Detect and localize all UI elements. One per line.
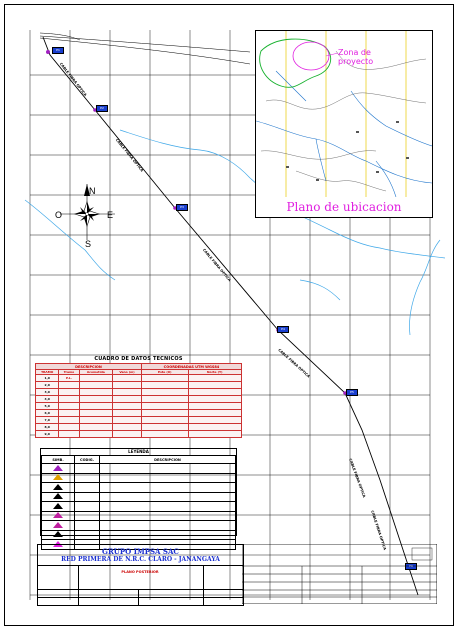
legend-description <box>100 511 236 521</box>
table-cell <box>113 382 142 389</box>
tb-divider <box>38 565 243 566</box>
tb-divider <box>38 589 243 590</box>
legend-row <box>42 502 236 512</box>
cable-label: CABLE FIBRA OPTICA <box>201 248 232 283</box>
table-cell: 7,0 <box>36 417 59 424</box>
table-cell <box>188 389 241 396</box>
legend-symbol-icon <box>42 483 75 493</box>
table-cell <box>188 375 241 382</box>
table-cell <box>113 410 142 417</box>
legend-code <box>75 521 100 531</box>
compass-s: S <box>85 239 92 249</box>
table-cell <box>188 417 241 424</box>
table-cell <box>59 431 79 438</box>
river-5 <box>300 280 340 300</box>
legend-description <box>100 502 236 512</box>
tb-divider <box>203 565 204 605</box>
legend-column-header: CODIG. <box>75 456 100 464</box>
table-cell <box>141 431 188 438</box>
table-cell <box>79 431 113 438</box>
data-grid <box>35 363 242 438</box>
table-row <box>36 382 242 389</box>
table-cell <box>79 382 113 389</box>
table-cell: 9,0 <box>36 431 59 438</box>
legend-row <box>42 511 236 521</box>
table-cell <box>79 375 113 382</box>
legend-grid <box>41 455 236 550</box>
legend-symbol-icon <box>42 473 75 483</box>
technical-data-table <box>35 356 242 443</box>
table-cell <box>188 382 241 389</box>
cable-label: CABLE FIBRA OPTICA <box>277 348 311 379</box>
table-cell <box>79 396 113 403</box>
roads <box>40 33 250 64</box>
legend-code <box>75 502 100 512</box>
legend-row <box>42 473 236 483</box>
table-row <box>36 431 242 438</box>
table-row <box>36 410 242 417</box>
table-cell <box>59 417 79 424</box>
tb-divider <box>78 565 79 605</box>
node-tag: P4 <box>277 326 289 333</box>
legend-row <box>42 492 236 502</box>
node-tag: P5 <box>346 389 358 396</box>
legend-description <box>100 483 236 493</box>
tb-divider <box>138 589 139 605</box>
table-cell <box>79 389 113 396</box>
compass-n: N <box>89 186 96 196</box>
legend-symbol-icon <box>42 511 75 521</box>
legend-description <box>100 492 236 502</box>
tb-divider <box>38 597 243 598</box>
table-cell <box>141 417 188 424</box>
table-cell: 5,0 <box>36 403 59 410</box>
node-tag: P2 <box>96 105 108 112</box>
title-block-side <box>242 544 437 604</box>
legend-description <box>100 464 236 474</box>
column-header: Este (X) <box>141 370 188 375</box>
table-cell <box>79 410 113 417</box>
compass-o: O <box>55 210 63 220</box>
table-cell <box>188 410 241 417</box>
table-cell <box>59 396 79 403</box>
table-cell <box>141 403 188 410</box>
table-cell: 3,0 <box>36 389 59 396</box>
cable-label: CABLE FIBRA OPTICA <box>348 458 367 499</box>
column-header: TRAMO <box>36 370 59 375</box>
group-header: COORDENADAS UTM WGS84 <box>141 364 241 370</box>
table-cell <box>113 389 142 396</box>
project-zone-label: Zona de proyecto <box>338 48 374 66</box>
table-cell <box>59 410 79 417</box>
column-header: Acometida <box>79 370 113 375</box>
table-cell <box>59 389 79 396</box>
location-inset <box>255 30 433 218</box>
title-block <box>37 544 244 606</box>
table-cell: 2,0 <box>36 382 59 389</box>
cable-label: CABLE FIBRA OPTICA <box>114 138 144 173</box>
table-row <box>36 389 242 396</box>
table-cell <box>59 403 79 410</box>
table-cell <box>188 403 241 410</box>
table-row <box>36 403 242 410</box>
table-cell <box>113 403 142 410</box>
table-row <box>36 417 242 424</box>
table-cell <box>141 382 188 389</box>
company-name: GRUPO IMPSA SAC <box>102 547 179 556</box>
table-cell: 1,0 <box>36 375 59 382</box>
table-cell <box>59 382 79 389</box>
legend-description <box>100 473 236 483</box>
table-cell <box>59 424 79 431</box>
table-cell: P.L. <box>59 375 79 382</box>
inset-title: Plano de ubicacion <box>286 200 402 214</box>
table-cell <box>188 424 241 431</box>
route-marker <box>46 50 50 54</box>
cable-label: CABLE FIBRA OPTICA <box>58 62 88 97</box>
north-arrow-compass <box>55 180 125 250</box>
table-cell <box>141 375 188 382</box>
table-cell: 6,0 <box>36 410 59 417</box>
legend-title: LEYENDA <box>128 449 149 454</box>
legend-code <box>75 464 100 474</box>
column-header: Tramo <box>59 370 79 375</box>
node-tag: P6 <box>405 563 417 570</box>
road-2 <box>40 38 250 64</box>
table-cell <box>188 431 241 438</box>
table-cell: 4,0 <box>36 396 59 403</box>
legend-row <box>42 530 236 540</box>
table-cell <box>141 396 188 403</box>
table-row <box>36 424 242 431</box>
cable-label: CABLE FIBRA OPTICA <box>370 510 387 551</box>
table-cell <box>79 403 113 410</box>
table-cell <box>113 396 142 403</box>
legend-code <box>75 483 100 493</box>
legend-code <box>75 492 100 502</box>
table-cell <box>79 417 113 424</box>
node-tag: P1 <box>52 47 64 54</box>
legend-row <box>42 464 236 474</box>
legend-code <box>75 511 100 521</box>
legend-symbol-icon <box>42 530 75 540</box>
group-header: DESCRIPCION <box>36 364 142 370</box>
table-cell <box>113 375 142 382</box>
legend-symbol-icon <box>42 521 75 531</box>
table-cell <box>113 431 142 438</box>
table-cell <box>79 424 113 431</box>
compass-e: E <box>107 210 114 220</box>
table-cell <box>188 396 241 403</box>
column-header: Vano (m) <box>113 370 142 375</box>
legend-code <box>75 530 100 540</box>
table-row <box>36 375 242 382</box>
table-cell <box>113 417 142 424</box>
legend-description <box>100 530 236 540</box>
legend-box <box>40 448 237 536</box>
table-cell: 8,0 <box>36 424 59 431</box>
legend-code <box>75 473 100 483</box>
table-cell <box>141 424 188 431</box>
column-header: Norte (Y) <box>188 370 241 375</box>
table-cell <box>141 389 188 396</box>
node-tag: P3 <box>176 204 188 211</box>
river-1 <box>120 130 262 195</box>
legend-description <box>100 521 236 531</box>
legend-symbol-icon <box>42 492 75 502</box>
legend-symbol-icon <box>42 464 75 474</box>
table-cell <box>141 410 188 417</box>
legend-column-header: DESCRIPCION <box>100 456 236 464</box>
drawing-title: PLANO POSTERIOR <box>121 570 159 574</box>
legend-column-header: SIMB. <box>42 456 75 464</box>
legend-symbol-icon <box>42 502 75 512</box>
legend-row <box>42 521 236 531</box>
data-table-title: CUADRO DE DATOS TECNICOS <box>94 356 183 362</box>
table-cell <box>113 424 142 431</box>
network-name: RED PRIMERA DE N.R.C. CLARO - JANANGAYA <box>61 556 220 563</box>
legend-row <box>42 483 236 493</box>
table-row <box>36 396 242 403</box>
